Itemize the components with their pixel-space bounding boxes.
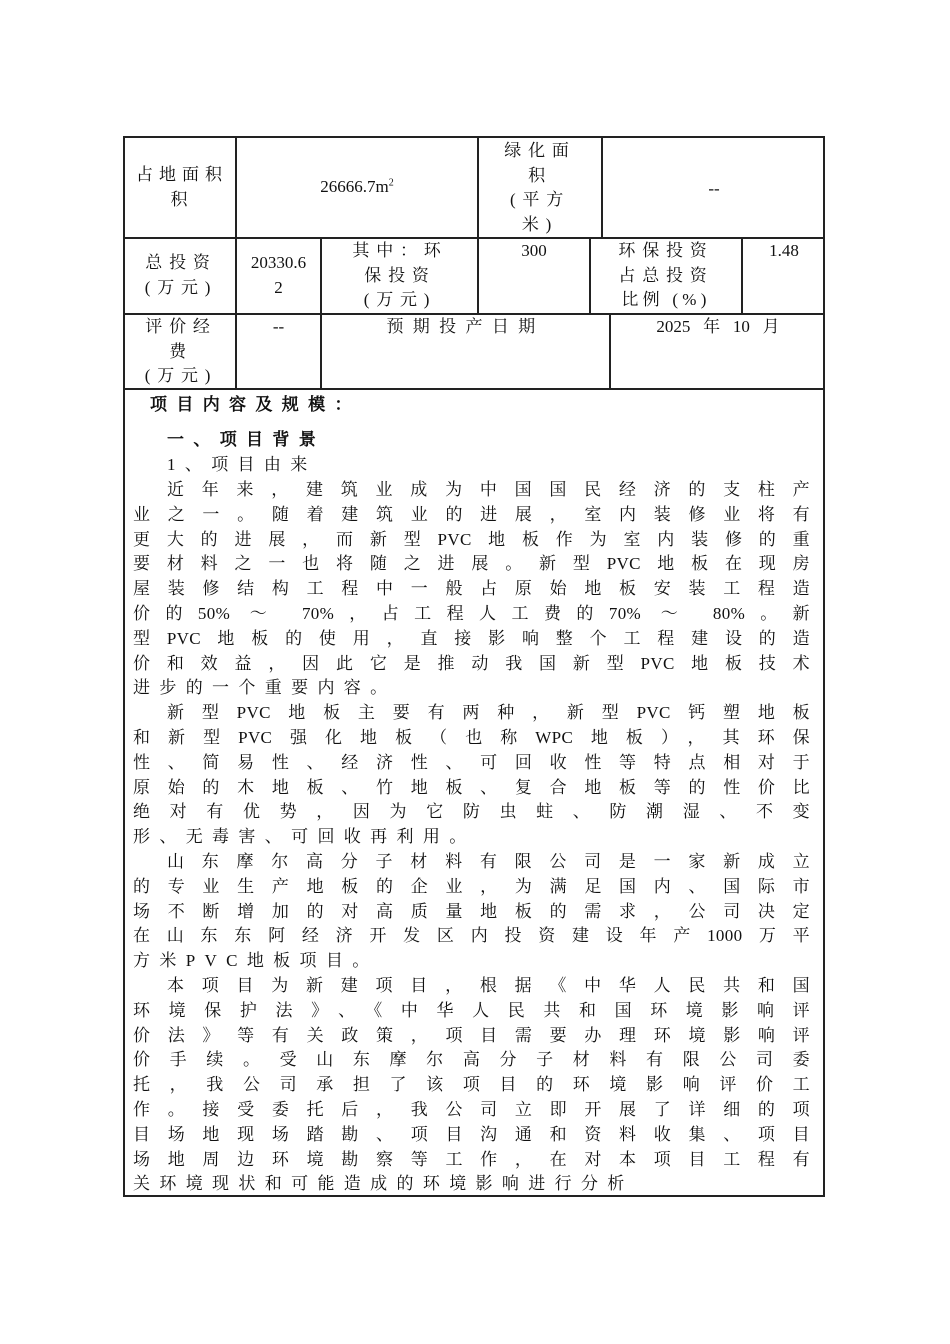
paragraph-line: 业之一。随着建筑业的进展，室内装修业将有 (133, 504, 810, 524)
env-ratio-label: 环保投资 占总投资 比例 (%) (618, 241, 714, 309)
section-heading: 一、项目背景 (167, 430, 326, 449)
paragraph-line: 场不断增加的对高质量地板的需求，公司决定 (133, 901, 810, 921)
paragraph-line: 价和效益，因此它是推动我国新型PVC地板技术 (133, 653, 810, 673)
land-area-value: $26666.7m^2$ (320, 177, 394, 196)
land-area-label: 占地面积 积 (130, 163, 228, 212)
body-text (133, 478, 810, 1197)
paragraph-line: 在山东东阿经济开发区内投资建设年产1000万平 (133, 926, 810, 946)
paragraph-line: 更大的进展，而新型PVC地板作为室内装修的重 (133, 529, 810, 549)
paragraph-line: 型PVC地板的使用，直接影响整个工程建设的造 (133, 628, 810, 648)
paragraph-line: 形、无毒害、可回收再利用。 (133, 827, 476, 847)
paragraph-line: 托，我公司承担了该项目的环境影响评价工 (133, 1075, 810, 1095)
paragraph-line: 方米PVC地板项目。 (133, 951, 379, 971)
paragraph-line: 环境保护法》、《中华人民共和国环境影响评 (133, 1000, 810, 1020)
subsection-heading: 1、项目由来 (167, 455, 317, 474)
paragraph-line: 要材料之一也将随之进展。新型PVC地板在现房 (133, 554, 810, 574)
land-area-label-tail: 积 (170, 189, 188, 209)
total-investment-label: 总投资 (万元) (144, 253, 218, 297)
env-investment-value: 300 (521, 241, 547, 260)
paragraph-line: 新型PVC地板主要有两种，新型PVC钙塑地板 (167, 703, 810, 723)
paragraph-line: 本项目为新建项目，根据《中华人民共和国 (167, 975, 810, 995)
paragraph-line: 山东摩尔高分子材料有限公司是一家新成立 (167, 851, 810, 871)
paragraph-line: 原始的木地板、竹地板、复合地板等的性价比 (133, 777, 810, 797)
paragraph-line: 场地周边环境勘察等工作，在对本项目工程有 (133, 1149, 810, 1169)
paragraph-line: 关环境现状和可能造成的环境影响进行分析 (133, 1174, 634, 1194)
total-investment-value: 20330.6 2 (250, 253, 307, 297)
paragraph-line: 屋装修结构工程中一般占原始地板安装工程造 (133, 579, 810, 599)
paragraph-line: 价手续。受山东摩尔高分子材料有限公司委 (133, 1050, 810, 1070)
evaluation-fee-label: 评价经 费 (万元) (144, 317, 218, 385)
green-area-value: -- (708, 179, 720, 198)
expected-production-date-label: 预期投产日期 (386, 317, 545, 336)
paragraph-line: 性、简易性、经济性、可回收性等特点相对于 (133, 752, 810, 772)
paragraph-line: 价法》等有关政策，项目需要办理环境影响评 (133, 1025, 810, 1045)
paragraph-line: 作。接受委托后，我公司立即开展了详细的项 (133, 1099, 810, 1119)
paragraph-line: 的专业生产地板的企业，为满足国内、国际市 (133, 876, 810, 896)
env-investment-label: 其中：环 保投资 (万元) (352, 241, 448, 309)
green-area-label: 绿化面 积 (平方 米) (504, 141, 576, 234)
paragraph-line: 进步的一个重要内容。 (133, 678, 397, 698)
env-ratio-value: 1.48 (769, 241, 799, 260)
paragraph-line: 和新型PVC强化地板（也称WPC地板），其环保 (133, 727, 810, 747)
evaluation-fee-value: -- (272, 317, 285, 336)
paragraph-line: 近年来，建筑业成为中国国民经济的支柱产 (167, 480, 810, 499)
expected-production-date-value: 2025 年 10 月 (656, 317, 780, 336)
paragraph-line: 价的50% ～ 70%，占工程人工费的70% ～ 80%。新 (133, 603, 810, 623)
paragraph-line: 目场地现场踏勘、项目沟通和资料收集、项目 (133, 1124, 810, 1144)
content-heading: 项目内容及规模： (150, 395, 361, 414)
paragraph-line: 绝对有优势，因为它防虫蛀、防潮湿、不变 (133, 802, 810, 822)
